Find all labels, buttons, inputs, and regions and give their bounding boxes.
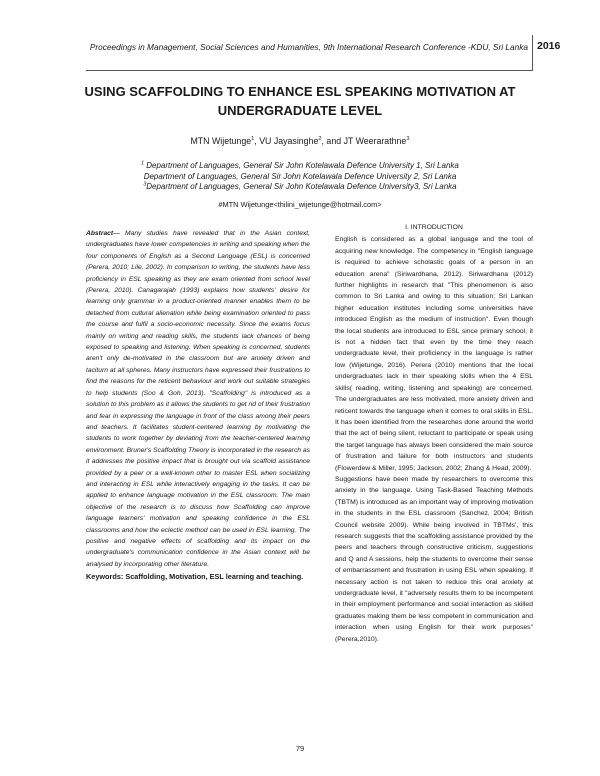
- intro-paragraph: English is considered as a global language and the tool of acquiring new knowledge. The competency in "English language is required to achieve scholastic goals of a person in an education arena" (Siriwardhana, 2012). Siriwardhana (2012) further highlights in research that "This phenomenon is also common to Sri Lanka and owing to this situation; Sri Lankan higher education institutes including some universities have introduced English as the medium of instruction". Even though the local students are introduced to ESL since primary school, it is not a hidden fact that even by the time they reach undergraduate level, their proficiency in the language is rather low (Wijetunge, 2016). Perera (2010) mentions that the local undergraduates lack in their speaking skills when the 4 ESL skills( reading, writing, listening and speaking) are concerned. The undergraduates are less motivated, more anxiety driven and reticent towards the language when it comes to oral skills in ESL. It has been identified from the researches done around the world that the act of being silent, reluctant to participate or speak using the target language has always been considered the main source of frustration and failure for both instructors and students (Flowerdew & Miller, 1995; Jackson, 2002; Zhang & Head, 2009).: [335, 236, 533, 472]
- author-name: VU Jayasinghe: [259, 136, 319, 146]
- affiliation-sup: 1: [141, 160, 145, 167]
- author-name: MTN Wijetunge: [190, 136, 252, 146]
- affiliations: [0, 161, 600, 193]
- header-year: 2016: [537, 40, 561, 52]
- affiliation-line: $^3$Department of Languages, General Sir John Kotelawala Defence University3, Sri Lanka: [143, 181, 457, 191]
- affiliation-line: Department of Languages, General Sir John Kotelawala Defence University 2, Sri Lanka: [143, 171, 457, 181]
- author-list: [0, 136, 600, 146]
- affiliation-sup: 3: [143, 181, 147, 188]
- introduction-column: [335, 222, 533, 645]
- author-sup: 1: [251, 136, 255, 143]
- keywords: [86, 571, 310, 583]
- affiliation-line: $^1$ Department of Languages, General Sir John Kotelawala Defence University 1, Sri Lanka: [141, 160, 459, 170]
- author-separator: ,: [254, 136, 260, 146]
- author-name: JT Weerarathne: [343, 136, 407, 146]
- abstract: [86, 228, 310, 570]
- paper-title: USING SCAFFOLDING TO ENHANCE ESL SPEAKING MOTIVATION AT UNDERGRADUATE LEVEL: [84, 84, 516, 118]
- keywords-label: Keywords:: [86, 572, 124, 582]
- author-sup: 2: [318, 136, 322, 143]
- abstract-text: — Many studies have revealed that in the Asian context, undergraduates have lower competencies in writing and speaking when the four components of English as a Second Language (ESL) is concerned (Perera, 2010; Lile, 2002). In comparison to writing, the students have less proficiency in ESL speaking as they are exam oriented from school level (Perera, 2010). Canagarajah (1993) explains how students' desire for learning only grammar in a product-oriented manner enables them to be detached from cultural alienation while being examination oriented to pass the course and fulfil a socio-economic necessity. Since the exams focus mainly on writing and reading skills, the students lack chances of being exposed to speaking and listening. When speaking is concerned, students aren't only de-motivated in the classroom but are anxiety driven and taciturn at all spheres. Many instructors have expressed their frustrations to find the reasons for the reticent behaviour and work out suitable strategies to help students (Soo & Goh, 2013). "Scaffolding" is introduced as a solution to this problem as it allows the students to get rid of their frustration and fear in expressing the language in front of the class among their peers and teachers. It facilitates student-centered learning by motivating the students to work together by deviating from the teacher-centered learning environment. Bruner's Scaffolding Theory is incorporated in the research as it addresses the positive impact that is brought out via scaffold assistance provided by a peer or a well-known other to master ESL when socializing and interacting in ESL while interactively engaging in the tasks. It can be applied to enhance language motivation in the ESL classroom. The main objective of the research is to discuss how Scaffolding can improve language learners' motivation and speaking confidence in the ESL classrooms and how the eclectic method can be used in ESL learning. The positive and negative effects of scaffolding and its impact on the undergraduate's communication confidence in the Asian context will be analysed by incorporating other literature.: [86, 230, 310, 568]
- header-rule: [86, 70, 532, 71]
- header-separator: [532, 35, 533, 71]
- author-separator: , and: [321, 136, 344, 146]
- author-sup: 3: [406, 136, 410, 143]
- abstract-column: [86, 228, 310, 583]
- running-header: Proceedings in Management, Social Sciences and Humanities, 9th International Research Conference -KDU, Sri Lanka: [89, 42, 528, 52]
- corresponding-email: #MTN Wijetunge<thilini_wijetunge@hotmail.com>: [218, 200, 382, 209]
- intro-paragraph: Suggestions have been made by researchers to overcome this anxiety in the language. Using Task-Based Teaching Methods (TBTM) is introduced as an important way of improving motivation in the students in the ESL classroom (Sanchez, 2004; British Council website 2009). While being involved in TBTMs', this research suggests that the scaffolding assistance provided by the peers and teachers through constructive criticism, suggestions and Q and A sessions, help the students to overcome their sense of embarrassment and frustration in using ESL when speaking. If necessary action is not taken to reduce this oral anxiety at undergraduate level, it "adversely results them to be incompetent in their employment performance and social interaction as skilled graduates making them be less competent in communication and interaction when using English for their work purposes" (Perera,2010).: [335, 475, 533, 643]
- keywords-text: Scaffolding, Motivation, ESL learning and teaching.: [123, 572, 304, 582]
- section-heading: I. INTRODUCTION: [405, 224, 463, 231]
- page-number: 79: [295, 744, 305, 753]
- abstract-label: Abstract: [86, 230, 114, 237]
